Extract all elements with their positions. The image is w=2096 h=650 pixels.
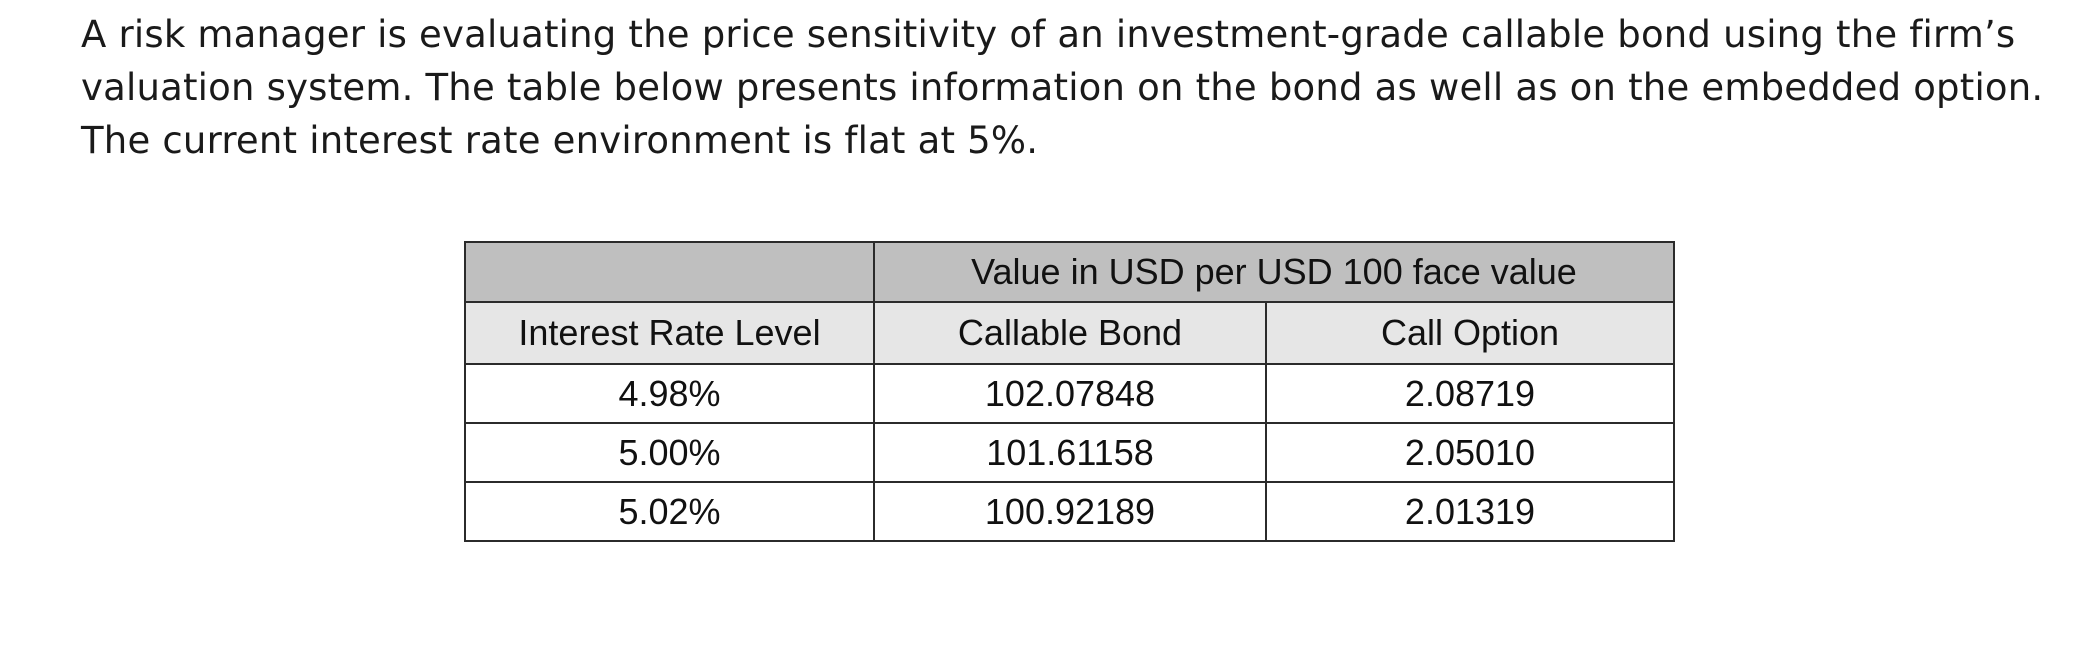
- question-text-line: The current interest rate environment is flat at 5%.: [81, 119, 1039, 162]
- table-column-header-row: [465, 302, 1674, 364]
- column-header-interest-rate-level: Interest Rate Level: [465, 302, 874, 364]
- empty-header-cell: [465, 242, 874, 302]
- column-header-call-option: Call Option: [1266, 302, 1674, 364]
- table-cell-rate: 4.98%: [465, 364, 874, 423]
- table-row: [465, 423, 1674, 482]
- table-cell-option-value: 2.08719: [1266, 364, 1674, 423]
- question-text-line: A risk manager is evaluating the price sensitivity of an investment-grade callable bond using the firm’s: [81, 13, 2016, 56]
- table-cell-bond-value: 100.92189: [874, 482, 1266, 541]
- table-cell-bond-value: 101.61158: [874, 423, 1266, 482]
- bond-valuation-table: [464, 241, 1675, 542]
- column-header-callable-bond: Callable Bond: [874, 302, 1266, 364]
- table-cell-bond-value: 102.07848: [874, 364, 1266, 423]
- question-text: [81, 8, 2071, 167]
- question-text-line: valuation system. The table below presents information on the bond as well as on the embedded option.: [81, 66, 2044, 109]
- table-cell-option-value: 2.05010: [1266, 423, 1674, 482]
- table-cell-option-value: 2.01319: [1266, 482, 1674, 541]
- table-row: [465, 482, 1674, 541]
- table-group-header-row: [465, 242, 1674, 302]
- table-row: [465, 364, 1674, 423]
- table-cell-rate: 5.02%: [465, 482, 874, 541]
- group-header-cell: Value in USD per USD 100 face value: [874, 242, 1674, 302]
- table-cell-rate: 5.00%: [465, 423, 874, 482]
